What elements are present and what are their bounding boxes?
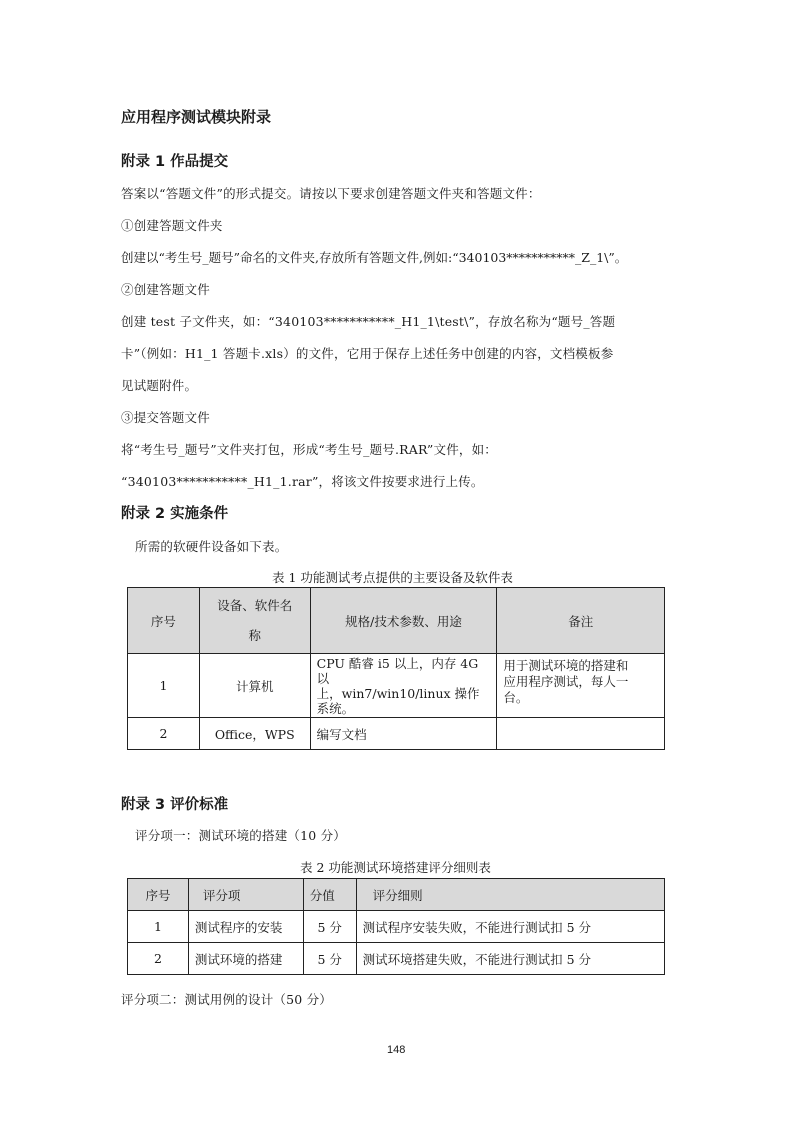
step3-title: ③提交答题文件 xyxy=(121,410,210,425)
appendix2-intro: 所需的软硬件设备如下表。 xyxy=(135,539,288,554)
table-header-row xyxy=(128,588,665,654)
row-no: 1 xyxy=(128,654,200,718)
row-score: 5 分 xyxy=(303,943,356,975)
col-header-score: 分值 xyxy=(303,879,356,911)
table1-caption: 表 1 功能测试考点提供的主要设备及软件表 xyxy=(272,570,513,585)
step2-text-line2: 卡”（例如：H1_1 答题卡.xls）的文件，它用于保存上述任务中创建的内容，文档模板参 xyxy=(121,346,614,361)
row-item: 测试环境的搭建 xyxy=(188,943,303,975)
table-row xyxy=(128,943,665,975)
row-note xyxy=(497,654,665,718)
note-line: 应用程序测试，每人一 xyxy=(503,674,629,689)
step1-text: 创建以“考生号_题号”命名的文件夹,存放所有答题文件,例如:“340103***********_Z_1\”。 xyxy=(121,250,628,265)
col-header-no: 序号 xyxy=(128,588,200,654)
appendix1-heading: 附录 1 作品提交 xyxy=(121,154,229,170)
col-header-detail: 评分细则 xyxy=(356,879,664,911)
spec-line: CPU 酷睿 i5 以上，内存 4G xyxy=(316,655,479,671)
page-number: 148 xyxy=(387,1044,406,1056)
row-no: 2 xyxy=(128,718,200,750)
row-no: 1 xyxy=(128,911,189,943)
table2-caption: 表 2 功能测试环境搭建评分细则表 xyxy=(300,860,491,875)
col-header-name-line2: 称 xyxy=(248,627,261,643)
step2-title: ②创建答题文件 xyxy=(121,282,210,297)
table-row xyxy=(128,654,665,718)
row-spec xyxy=(310,654,497,718)
row-no: 2 xyxy=(128,943,189,975)
row-score: 5 分 xyxy=(303,911,356,943)
row-name: Office，WPS xyxy=(199,718,310,750)
appendix3-heading: 附录 3 评价标准 xyxy=(121,797,229,813)
scoring-item2: 评分项二：测试用例的设计（50 分） xyxy=(121,992,332,1007)
table-header-row xyxy=(128,879,665,911)
appendix2-heading: 附录 2 实施条件 xyxy=(121,506,229,522)
page-title: 应用程序测试模块附录 xyxy=(121,108,272,126)
spec-line: 系统。 xyxy=(316,700,355,716)
col-header-spec: 规格/技术参数、用途 xyxy=(310,588,497,654)
step1-title: ①创建答题文件夹 xyxy=(121,218,223,233)
table-row xyxy=(128,718,665,750)
step2-text-line3: 见试题附件。 xyxy=(121,378,198,393)
row-detail: 测试程序安装失败，不能进行测试扣 5 分 xyxy=(356,911,664,943)
col-header-name-line1: 设备、软件名 xyxy=(217,597,293,613)
step3-text-line2: “340103***********_H1_1.rar”，将该文件按要求进行上传。 xyxy=(121,474,484,489)
scoring-item1: 评分项一：测试环境的搭建（10 分） xyxy=(135,828,346,843)
equipment-table xyxy=(127,587,665,750)
col-header-item: 评分项 xyxy=(188,879,303,911)
spec-line: 以 xyxy=(316,670,330,686)
appendix1-intro: 答案以“答题文件”的形式提交。请按以下要求创建答题文件夹和答题文件： xyxy=(121,186,541,201)
col-header-no: 序号 xyxy=(128,879,189,911)
spec-line: 上，win7/win10/linux 操作 xyxy=(316,685,480,701)
step2-text-line1: 创建 test 子文件夹，如：“340103***********_H1_1\test\”，存放名称为“题号_答题 xyxy=(121,314,616,329)
row-note xyxy=(497,718,665,750)
col-header-note: 备注 xyxy=(497,588,665,654)
row-detail: 测试环境搭建失败，不能进行测试扣 5 分 xyxy=(356,943,664,975)
note-line: 用于测试环境的搭建和 xyxy=(503,658,629,673)
row-item: 测试程序的安装 xyxy=(188,911,303,943)
col-header-name xyxy=(199,588,310,654)
note-line: 台。 xyxy=(503,690,529,705)
scoring-table xyxy=(127,878,665,975)
row-name: 计算机 xyxy=(199,654,310,718)
row-spec: 编写文档 xyxy=(310,718,497,750)
step3-text-line1: 将“考生号_题号”文件夹打包，形成“考生号_题号.RAR”文件，如： xyxy=(121,442,498,457)
table-row xyxy=(128,911,665,943)
